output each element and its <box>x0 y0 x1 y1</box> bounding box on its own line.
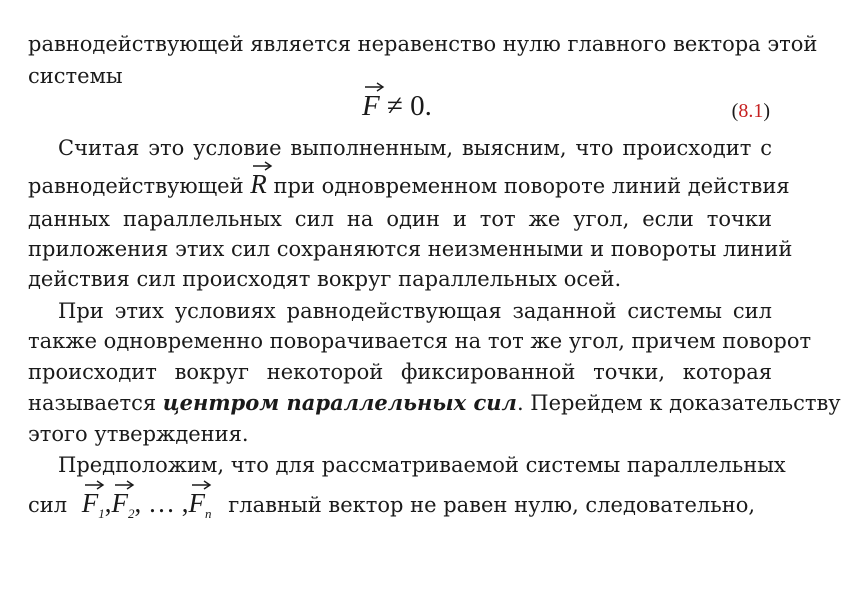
text-line: Предположим, что для рассматриваемой системы параллельных <box>58 453 786 477</box>
equation-number <box>732 100 770 123</box>
text-line <box>28 389 841 417</box>
subscript: 2 <box>128 506 135 521</box>
text-span: . Перейдем к доказательству <box>516 391 841 415</box>
text-line <box>28 169 790 200</box>
paren-open: ( <box>731 100 739 122</box>
vector-symbol: F <box>188 488 206 518</box>
vector-arrow-icon <box>114 480 134 490</box>
text-line: системы <box>28 64 123 88</box>
force-sequence <box>81 488 219 521</box>
text-span: называется <box>28 391 157 415</box>
text-line: также одновременно поворачивается на тот же угол, причем поворот <box>28 329 812 353</box>
ellipsis: , … , <box>134 488 189 518</box>
text-line: действия сил происходят вокруг параллельных осей. <box>28 267 622 291</box>
text-span: сил <box>28 493 68 517</box>
vector-symbol: F <box>111 488 129 518</box>
text-span: при одновременном повороте линий действия <box>273 174 790 198</box>
text-span: равнодействующей <box>28 174 244 198</box>
vector-f <box>362 90 380 123</box>
vector-arrow-icon <box>191 480 211 490</box>
vector-f2 <box>112 489 129 517</box>
vector-arrow-icon <box>84 480 104 490</box>
subscript: n <box>205 506 212 521</box>
vector-symbol: R <box>250 169 267 199</box>
vector-fn <box>189 489 206 517</box>
separator: , <box>104 488 112 518</box>
equation-8-1 <box>362 90 432 123</box>
text-line: приложения этих сил сохраняются неизменными и повороты линий <box>28 237 793 261</box>
text-line <box>28 489 772 528</box>
term-emphasis: центром параллельных сил <box>162 390 517 415</box>
text-line: этого утверждения. <box>28 422 249 446</box>
vector-arrow-icon <box>364 82 384 92</box>
text-line: происходит вокруг некоторой фиксированной точки, которая <box>28 360 772 384</box>
equation-relation: ≠ 0. <box>386 90 432 122</box>
subscript: 1 <box>98 506 105 521</box>
text-line: равнодействующей является неравенство нулю главного вектора этой <box>28 32 818 56</box>
equation-number-value: 8.1 <box>738 100 764 122</box>
text-line: При этих условиях равнодействующая заданной системы сил <box>58 299 772 323</box>
text-line: данных параллельных сил на один и тот же угол, если точки <box>28 207 772 231</box>
vector-arrow-icon <box>252 161 272 171</box>
text-line: Считая это условие выполненным, выясним, что происходит с <box>58 136 772 160</box>
vector-symbol: F <box>362 90 380 122</box>
vector-symbol: F <box>81 488 99 518</box>
vector-r <box>250 170 267 198</box>
vector-f1 <box>82 489 99 517</box>
text-span: главный вектор не равен нулю, следовательно, <box>228 493 756 517</box>
paren-close: ) <box>763 100 770 122</box>
